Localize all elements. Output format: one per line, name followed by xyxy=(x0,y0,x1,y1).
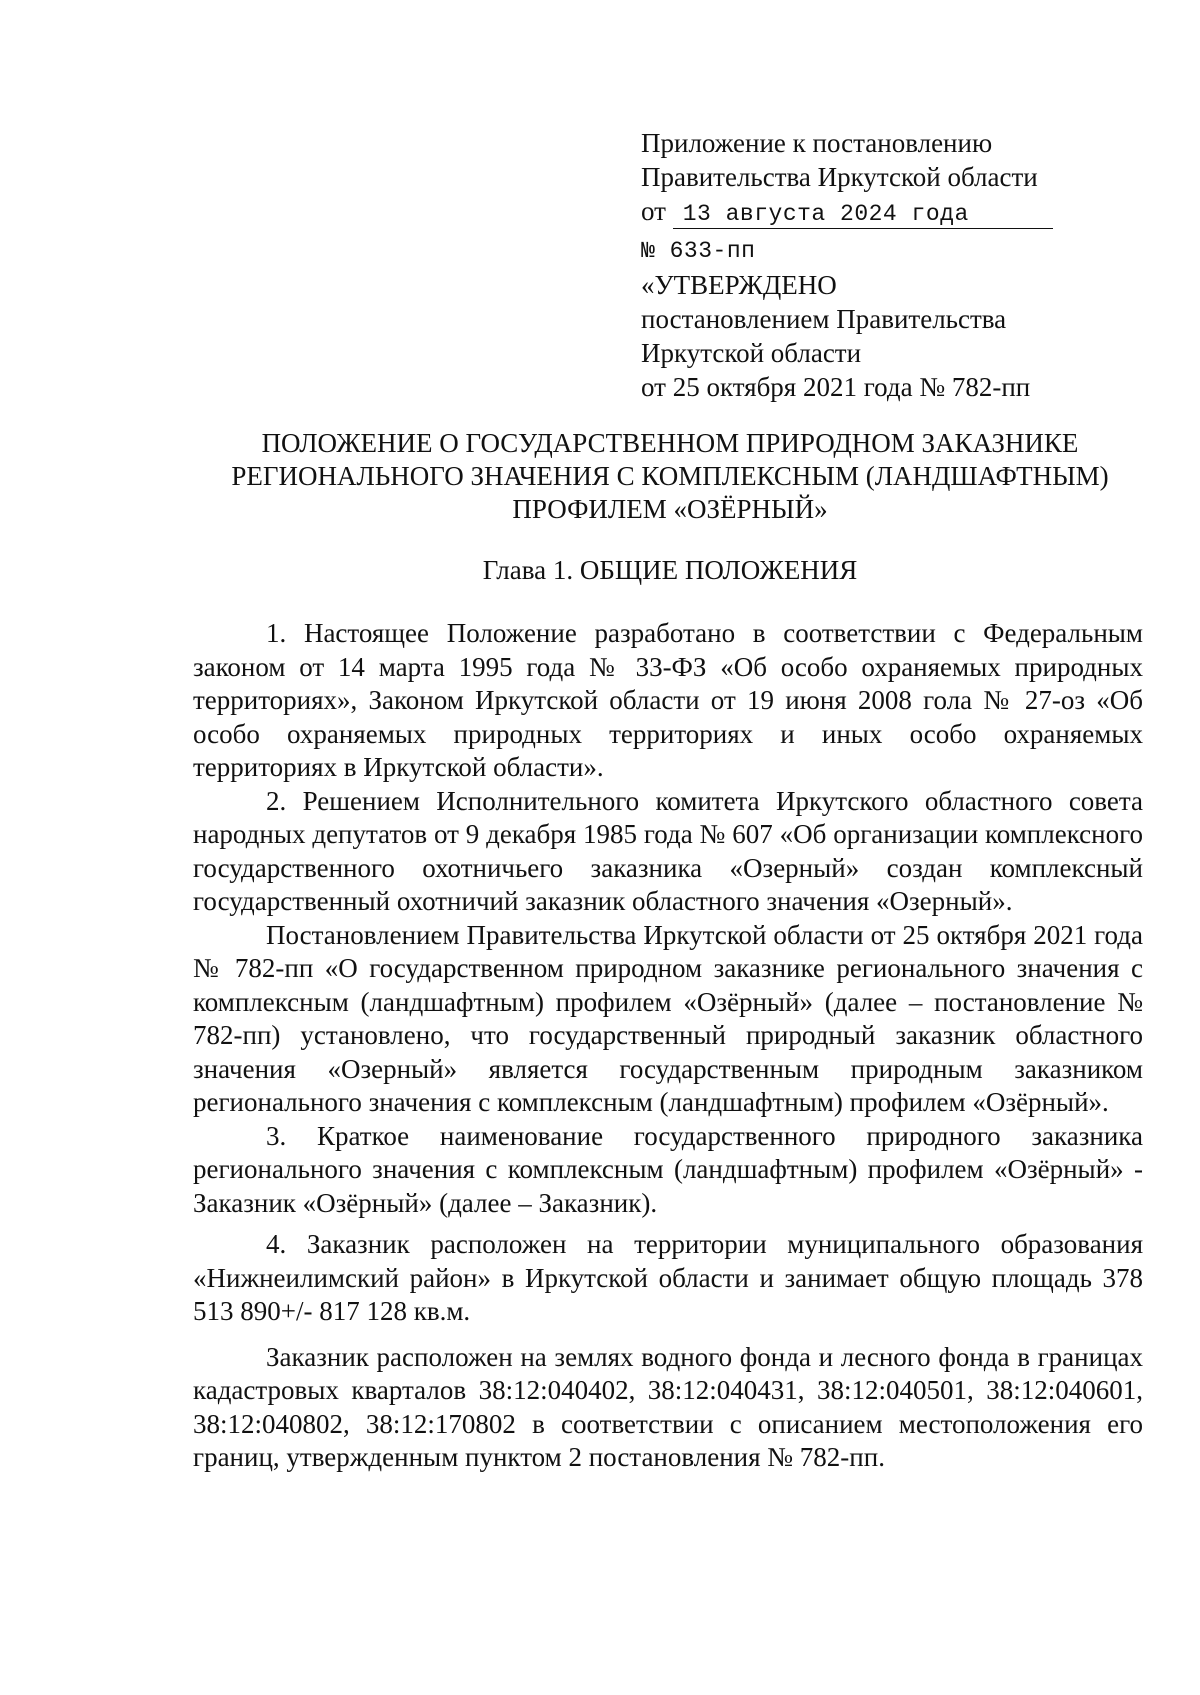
date-field: 13 августа 2024 года xyxy=(673,200,1053,229)
appendix-header xyxy=(641,126,1081,404)
approved-by-line-1: постановлением Правительства xyxy=(641,304,1007,334)
paragraph-2-resolution: Постановлением Правительства Иркутской области от 25 октября 2021 года № 782-пп «О государственном природном заказнике регионального значения с комплексным (ландшафтным) профилем «Озёрный» (далее – постановление № 782-пп) установлено, что государственный природный заказник областного значения «Озерный» является государственным природным заказником регионального значения с комплексным (ландшафтным) профилем «Озёрный». xyxy=(193,919,1143,1117)
document-number: № 633-пп xyxy=(641,238,756,264)
approved-by-line-2: Иркутской области xyxy=(641,338,862,368)
paragraph-4-location: Заказник расположен на землях водного фонда и лесного фонда в границах кадастровых кварталов 38:12:040402, 38:12:040431, 38:12:040501, 38:12:040601, 38:12:040802, 38:12:170802 в соответствии с описанием местоположения его границ, утвержденным пунктом 2 постановления № 782-пп. xyxy=(193,1341,1143,1472)
title-line-3: ПРОФИЛЕМ «ОЗЁРНЫЙ» xyxy=(512,494,828,524)
appendix-line-2: Правительства Иркутской области xyxy=(641,162,1038,192)
date-prefix: от xyxy=(641,196,666,226)
approved-date: от 25 октября 2021 года № 782-пп xyxy=(641,372,1031,402)
document-title xyxy=(170,427,1170,526)
chapter-heading: Глава 1. ОБЩИЕ ПОЛОЖЕНИЯ xyxy=(482,555,858,585)
paragraph-1: 1. Настоящее Положение разработано в соответствии с Федеральным законом от 14 марта 1995 года № 33-ФЗ «Об особо охраняемых природных территориях», Законом Иркутской области от 19 июня 2008 гола № 27-оз «Об особо охраняемых природных территориях и иных особо охраняемых территориях в Иркутской области». xyxy=(193,618,1143,782)
paragraph-2: 2. Решением Исполнительного комитета Иркутского областного совета народных депутатов от 9 декабря 1985 года № 607 «Об организации комплексного государственного охотничьего заказника «Озерный» создан комплексный государственный охотничий заказник областного значения «Озерный». xyxy=(193,785,1143,916)
paragraph-3: 3. Краткое наименование государственного природного заказника регионального значения с комплексным (ландшафтным) профилем «Озёрный» - Заказник «Озёрный» (далее – Заказник). xyxy=(193,1120,1143,1218)
appendix-date-line xyxy=(641,194,1081,229)
title-line-1: ПОЛОЖЕНИЕ О ГОСУДАРСТВЕННОМ ПРИРОДНОМ ЗАКАЗНИКЕ xyxy=(261,428,1079,458)
document-body xyxy=(193,617,1143,1475)
approved-stamp: «УТВЕРЖДЕНО xyxy=(641,270,837,300)
paragraph-4: 4. Заказник расположен на территории муниципального образования «Нижнеилимский район» в Иркутской области и занимает общую площадь 378 513 890+/- 817 128 кв.м. xyxy=(193,1229,1143,1326)
appendix-line-1: Приложение к постановлению xyxy=(641,128,993,158)
title-line-2: РЕГИОНАЛЬНОГО ЗНАЧЕНИЯ С КОМПЛЕКСНЫМ (ЛАНДШАФТНЫМ) xyxy=(231,461,1109,491)
